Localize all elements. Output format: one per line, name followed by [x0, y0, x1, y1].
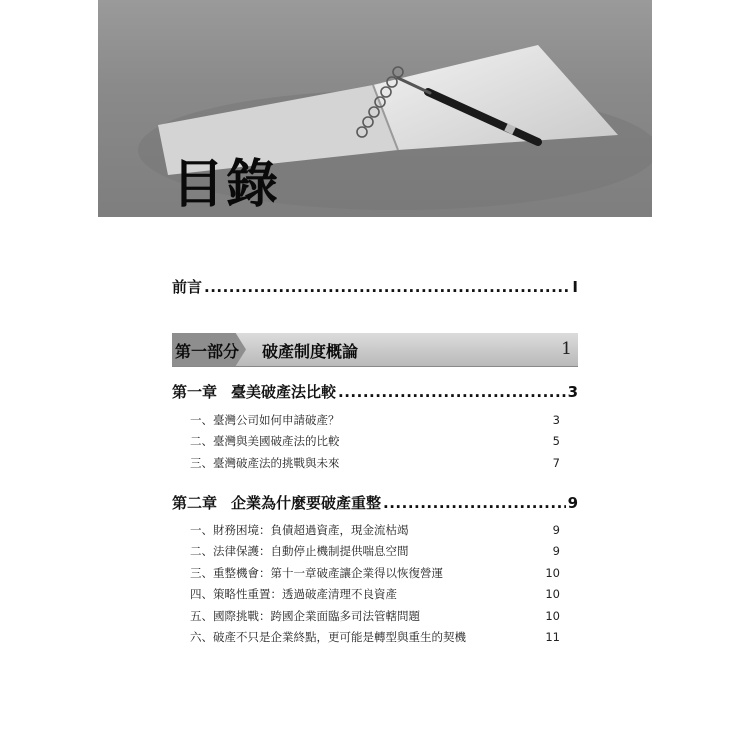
section-page: 5 [552, 434, 560, 449]
chapter-label [172, 492, 381, 513]
toc-entry-preface[interactable] [172, 276, 578, 297]
section-page: 10 [545, 587, 560, 602]
toc-section-item[interactable] [190, 562, 560, 584]
toc-section-item[interactable] [190, 541, 560, 563]
toc-section-item[interactable] [190, 452, 560, 474]
chapter-label [172, 381, 336, 402]
page-title: 目錄 [172, 154, 281, 215]
toc-section-item[interactable] [190, 431, 560, 453]
toc-section-item[interactable] [190, 409, 560, 431]
section-page: 3 [552, 412, 560, 427]
preface-page: I [572, 278, 578, 296]
section-page: 7 [552, 455, 560, 470]
section-title: 一、臺灣公司如何申請破產？ [190, 412, 340, 427]
section-title: 二、法律保護：自動停止機制提供喘息空間 [190, 544, 409, 559]
toc-section-item[interactable] [190, 605, 560, 627]
section-title: 六、破產不只是企業終點，更可能是轉型與重生的契機 [190, 630, 466, 645]
leader-dots [204, 278, 570, 296]
toc-section-item[interactable] [190, 627, 560, 649]
section-title: 三、臺灣破產法的挑戰與未來 [190, 455, 340, 470]
section-page: 9 [552, 522, 560, 537]
section-title: 一、財務困境：負債超過資產，現金流枯竭 [190, 522, 409, 537]
chapter-title: 臺美破產法比較 [231, 383, 337, 401]
part-page: 1 [561, 339, 572, 359]
section-page: 11 [545, 630, 560, 645]
chapter-1-section-list [190, 409, 560, 474]
toc-entry-chapter-2[interactable] [172, 492, 578, 513]
part-title: 破產制度概論 [262, 342, 359, 361]
toc-entry-chapter-1[interactable] [172, 381, 578, 402]
chapter-title: 企業為什麼要破產重整 [231, 494, 382, 512]
section-title: 二、臺灣與美國破產法的比較 [190, 434, 340, 449]
chapter-page: 9 [567, 494, 578, 512]
section-title: 三、重整機會：第十一章破產讓企業得以恢復營運 [190, 565, 443, 580]
section-page: 9 [552, 544, 560, 559]
toc-section-item[interactable] [190, 519, 560, 541]
part-header[interactable] [172, 333, 578, 367]
section-page: 10 [545, 608, 560, 623]
chapter-page: 3 [567, 383, 578, 401]
toc-section-item[interactable] [190, 584, 560, 606]
section-title: 五、國際挑戰：跨國企業面臨多司法管轄問題 [190, 608, 420, 623]
chapter-2-section-list [190, 519, 560, 648]
preface-label: 前言 [172, 278, 203, 296]
chapter-number: 第二章 [172, 494, 218, 512]
leader-dots [338, 383, 566, 401]
leader-dots [383, 494, 566, 512]
section-title: 四、策略性重置：透過破產清理不良資產 [190, 587, 397, 602]
section-page: 10 [545, 565, 560, 580]
chapter-number: 第一章 [172, 383, 218, 401]
part-number: 第一部分 [175, 342, 240, 361]
